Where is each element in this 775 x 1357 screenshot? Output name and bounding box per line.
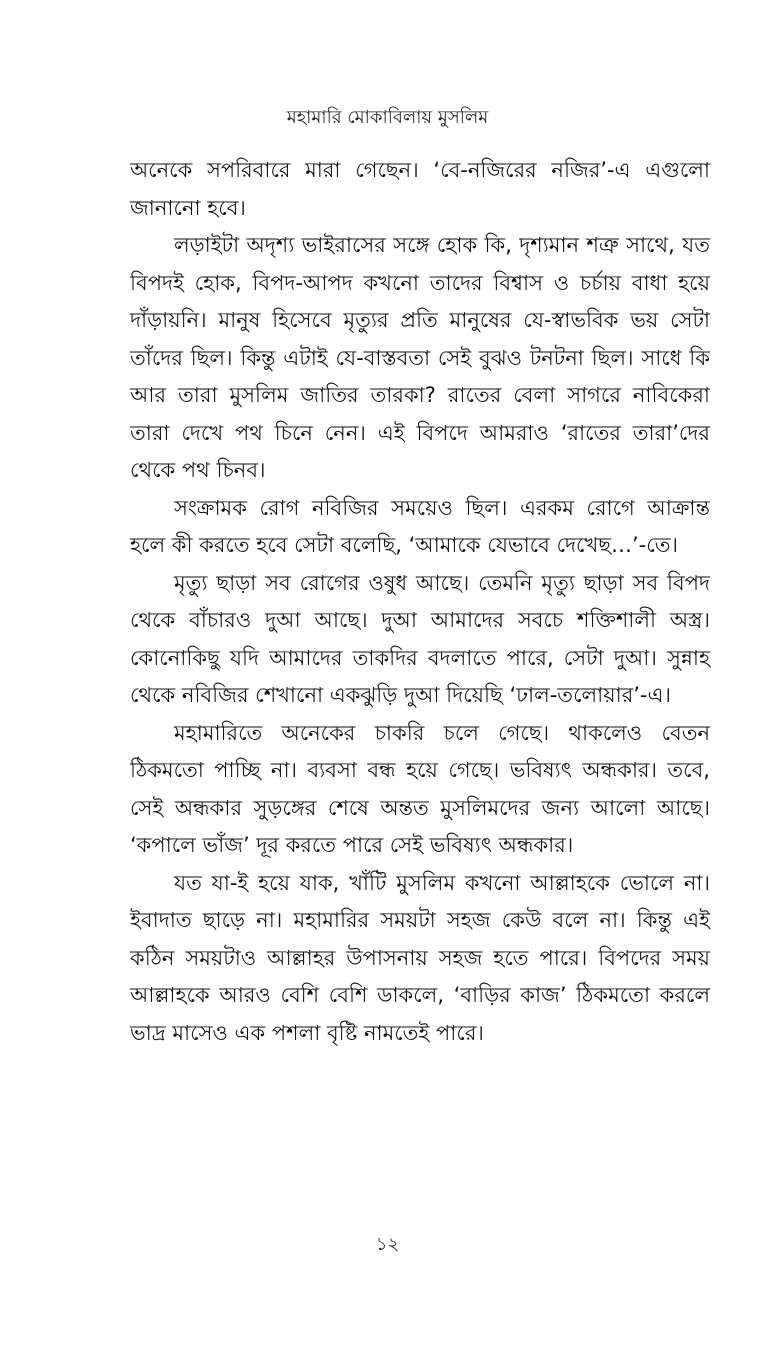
paragraph: যত যা-ই হয়ে যাক, খাঁটি মুসলিম কখনো আল্লাহকে ভোলে না। ইবাদাত ছাড়ে না। মহামারির সময়টা সহজ কেউ বলে না। কিন্তু এই কঠিন সময়টাও আল্লাহর উপাসনায় সহজ হতে পারে। বিপদের সময় আল্লাহকে আরও বেশি বেশি ডাকলে, ‘বাড়ির কাজ’ ঠিকমতো করলে ভাদ্র মাসেও এক পশলা বৃষ্টি নামতেই পারে। — [130, 870, 710, 1045]
paragraph: লড়াইটা অদৃশ্য ভাইরাসের সঙ্গে হোক কি, দৃশ্যমান শত্রু সাথে, যত বিপদই হোক, বিপদ-আপদ কখনো তাদের বিশ্বাস ও চর্চায় বাধা হয়ে দাঁড়ায়নি। মানুষ হিসেবে মৃত্যুর প্রতি মানুষের যে-স্বাভবিক ভয় সেটা তাঁদের ছিল। কিন্তু এটাই যে-বাস্তবতা সেই বুঝও টনটনা ছিল। সাধে কি আর তারা মুসলিম জাতির তারকা? রাতের বেলা সাগরে নাবিকেরা তারা দেখে পথ চিনে নেন। এই বিপদে আমরাও ‘রাতের তারা’দের থেকে পথ চিনব। — [130, 233, 710, 482]
paragraph: মহামারিতে অনেকের চাকরি চলে গেছে। থাকলেও বেতন ঠিকমতো পাচ্ছি না। ব্যবসা বন্ধ হয়ে গেছে। ভবিষ্যৎ অন্ধকার। তবে, সেই অন্ধকার সুড়ঙ্গের শেষে অন্তত মুসলিমদের জন্য আলো আছে। ‘কপালে ভাঁজ’ দূর করতে পারে সেই ভবিষ্যৎ অন্ধকার। — [130, 720, 710, 857]
paragraph: সংক্রামক রোগ নবিজির সময়েও ছিল। এরকম রোগে আক্রান্ত হলে কী করতে হবে সেটা বলেছি, ‘আমাকে যেভাবে দেখেছ…’-তে। — [130, 495, 710, 557]
body-text — [130, 152, 710, 1052]
paragraph: মৃত্যু ছাড়া সব রোগের ওষুধ আছে। তেমনি মৃত্যু ছাড়া সব বিপদ থেকে বাঁচারও দুআ আছে। দুআ আমাদের সবচে শক্তিশালী অস্ত্র। কোনোকিছু যদি আমাদের তাকদির বদলাতে পারে, সেটা দুআ। সুন্নাহ থেকে নবিজির শেখানো একঝুড়ি দুআ দিয়েছি ‘ঢাল-তলোয়ার’-এ। — [130, 570, 710, 707]
page-number: ১২ — [375, 1234, 400, 1255]
running-header: মহামারি মোকাবিলায় মুসলিম — [286, 107, 489, 128]
paragraph-continuation: অনেকে সপরিবারে মারা গেছেন। ‘বে-নজিরের নজির’-এ এগুলো জানানো হবে। — [130, 158, 710, 220]
